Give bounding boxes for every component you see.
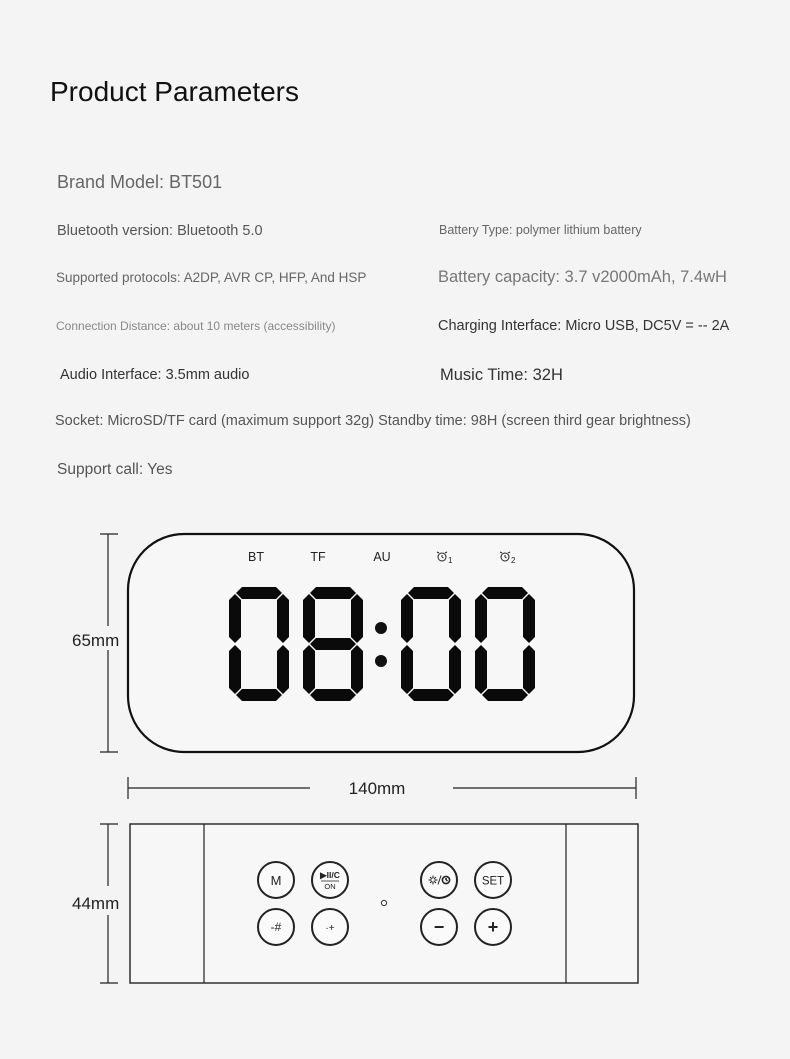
height-label-front: 65mm <box>72 631 120 650</box>
alarm2-subscript: 2 <box>511 556 516 565</box>
volume-down-label: − <box>433 917 445 937</box>
digit-segment <box>475 645 487 694</box>
support-call: Support call: Yes <box>57 461 173 478</box>
set-button-label: SET <box>481 875 505 888</box>
digit-segment <box>277 645 289 694</box>
battery-capacity: Battery capacity: 3.7 v2000mAh, 7.4wH <box>438 268 727 286</box>
previous-button-label: -# <box>270 920 282 934</box>
digit-segment <box>475 594 487 643</box>
digit-segment <box>236 587 282 599</box>
digit-segment <box>351 645 363 694</box>
brand-model: Brand Model: BT501 <box>57 172 223 192</box>
indicator-tf: TF <box>310 550 326 564</box>
clock-outline <box>128 534 634 752</box>
digit-segment <box>310 638 356 650</box>
indicator-bt: BT <box>248 550 264 564</box>
digit-segment <box>401 645 413 694</box>
digit-segment <box>401 594 413 643</box>
audio-interface: Audio Interface: 3.5mm audio <box>60 367 250 383</box>
set-button[interactable] <box>475 862 511 898</box>
play-pause-label: ▶II/C <box>320 870 340 880</box>
socket-standby: Socket: MicroSD/TF card (maximum support 32g) Standby time: 98H (screen third gear brightness) <box>55 413 691 429</box>
digit-segment <box>351 594 363 643</box>
height-label-top: 44mm <box>72 894 120 913</box>
bluetooth-version: Bluetooth version: Bluetooth 5.0 <box>57 223 263 239</box>
charging-interface: Charging Interface: Micro USB, DC5V = -- 2A <box>438 318 730 334</box>
digit-segment <box>236 689 282 701</box>
mode-button-label: M <box>270 873 282 888</box>
colon-dot-top <box>375 622 387 634</box>
volume-down-button[interactable] <box>421 909 457 945</box>
previous-button[interactable] <box>258 909 294 945</box>
digit-segment <box>523 645 535 694</box>
play-pause-button[interactable] <box>312 862 348 898</box>
alarm1-subscript: 1 <box>448 556 453 565</box>
digit-segment <box>229 594 241 643</box>
digit-segment <box>449 594 461 643</box>
indicator-au: AU <box>373 550 391 564</box>
music-time: Music Time: 32H <box>440 366 563 384</box>
digit-segment <box>303 645 315 694</box>
digit-segment <box>310 587 356 599</box>
page-title: Product Parameters <box>50 76 299 107</box>
digit-segment <box>303 594 315 643</box>
brightness-alarm-button[interactable] <box>421 862 457 898</box>
power-on-label: ON <box>324 882 336 891</box>
supported-protocols: Supported protocols: A2DP, AVR CP, HFP, And HSP <box>56 270 367 285</box>
digit-segment <box>277 594 289 643</box>
next-button[interactable] <box>312 909 348 945</box>
digit-segment <box>523 594 535 643</box>
next-button-label: ·+ <box>325 923 335 934</box>
digit-segment <box>408 587 454 599</box>
digit-segment <box>310 689 356 701</box>
connection-distance: Connection Distance: about 10 meters (accessibility) <box>56 319 336 333</box>
colon-dot-bottom <box>375 655 387 667</box>
digit-segment <box>229 645 241 694</box>
digit-segment <box>449 645 461 694</box>
digit-segment <box>408 689 454 701</box>
battery-type: Battery Type: polymer lithium battery <box>439 223 642 237</box>
volume-up-label: + <box>487 917 499 937</box>
digit-segment <box>482 689 528 701</box>
digit-segment <box>482 587 528 599</box>
width-label: 140mm <box>348 779 406 798</box>
top-view-outline <box>130 824 638 983</box>
mode-button[interactable] <box>258 862 294 898</box>
volume-up-button[interactable] <box>475 909 511 945</box>
